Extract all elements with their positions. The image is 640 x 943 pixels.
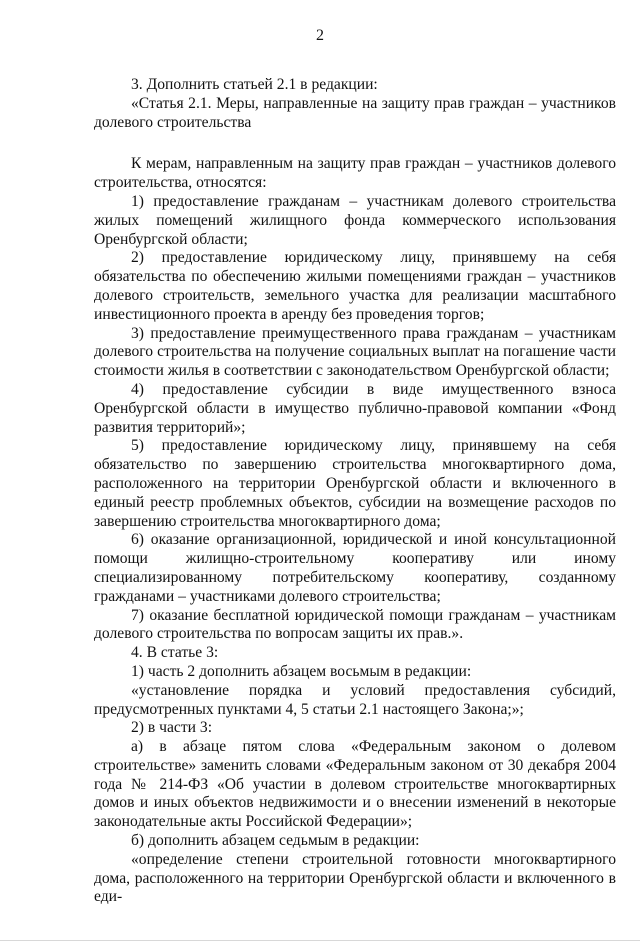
paragraph-measures-intro: К мерам, направленным на защиту прав граждан – участников долевого строительства, относятся:	[94, 155, 616, 192]
sub-item-a: а) в абзаце пятом слова «Федеральным законом о долевом строительстве» заменить словами «Федеральным законом от 30 декабря 2004 года № 214-ФЗ «Об участии в долевом строительстве многоквартирных домов и иных объектов недвижимости и о внесении изменений в некоторые законодательные акты Российской Федерации»;	[94, 738, 616, 831]
quoted-insert-2: «определение степени строительной готовности многоквартирного дома, расположенного на территории Оренбургской области и включенного в еди-	[94, 850, 616, 906]
list-item-4: 4) предоставление субсидии в виде имущественного взноса Оренбургской области в имущество публично-правовой компании «Фонд развития территорий»;	[94, 380, 616, 436]
sub-item-b: б) дополнить абзацем седьмым в редакции:	[131, 832, 420, 850]
document-body	[94, 76, 616, 907]
paragraph-amendment-4: 4. В статье 3:	[131, 644, 219, 662]
page-number: 2	[316, 27, 324, 44]
list-item-5: 5) предоставление юридическому лицу, принявшему на себя обязательство по завершению строительства многоквартирного дома, расположенного на территории Оренбургской области и включенного в единый реестр проблемных объектов, субсидии на возмещение расходов по завершению строительства многоквартирного дома;	[94, 437, 616, 530]
quoted-insert-1: «установление порядка и условий предоставления субсидий, предусмотренных пунктами 4, 5 статьи 2.1 настоящего Закона;»;	[94, 681, 616, 718]
list-item-7: 7) оказание бесплатной юридической помощи гражданам – участникам долевого строительства по вопросам защиты их прав.».	[94, 606, 616, 643]
sub-item-1: 1) часть 2 дополнить абзацем восьмым в редакции:	[131, 662, 472, 680]
list-item-2: 2) предоставление юридическому лицу, принявшему на себя обязательства по обеспечению жилыми помещениями граждан – участников долевого строительств, земельного участка для реализации масштабного инвестиционного проекта в аренду без проведения торгов;	[94, 249, 616, 323]
list-item-3: 3) предоставление преимущественного права гражданам – участникам долевого строительства на получение социальных выплат на погашение части стоимости жилья в соответствии с законодательством Оренбургской области;	[94, 324, 616, 380]
paragraph-amendment-3: 3. Дополнить статьей 2.1 в редакции:	[131, 76, 378, 93]
list-item-6: 6) оказание организационной, юридической и иной консультационной помощи жилищно-строительному кооперативу или иному специализированному потребительскому кооперативу, созданному гражданами – участниками долевого строительства;	[94, 531, 616, 605]
article-2-1-heading: «Статья 2.1. Меры, направленные на защиту прав граждан – участников долевого строительства	[94, 94, 616, 131]
sub-item-2: 2) в части 3:	[131, 719, 213, 737]
list-item-1: 1) предоставление гражданам – участникам долевого строительства жилых помещений жилищного фонда коммерческого использования Оренбургской области;	[94, 192, 616, 248]
page-bottom-divider	[0, 940, 640, 941]
